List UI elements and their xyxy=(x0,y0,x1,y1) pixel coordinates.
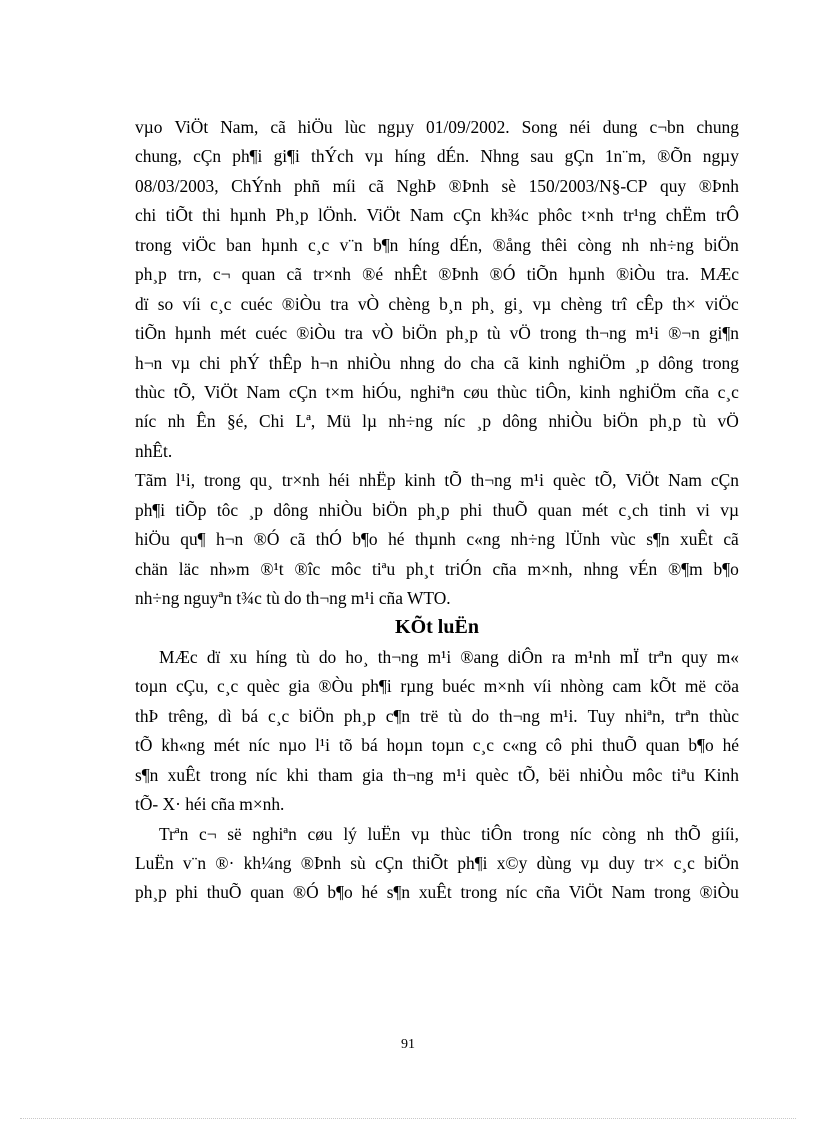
text-line: tÕ kh«ng mét níc nµo l¹i tõ bá hoµn toµn c¸c c«ng cô phi thuÕ quan b¶o hé xyxy=(135,735,739,756)
text-line: thÞ trêng, dì bá c¸c biÖn ph¸p c¶n trë tù do th¬ng m¹i. Tuy nhiªn, trªn thùc xyxy=(135,705,739,726)
text-line: chi tiÕt thi hµnh Ph¸p lÖnh. ViÖt Nam cÇn kh¾c phôc t×nh tr¹ng chËm trÔ xyxy=(135,205,739,226)
text-line: 08/03/2003, ChÝnh phñ míi cã NghÞ ®Þnh sè 150/2003/N§-CP quy ®Þnh xyxy=(135,175,739,196)
text-line: nh÷ng nguyªn t¾c tù do th¬ng m¹i cña WTO. xyxy=(135,588,451,608)
text-line: ph¸p trn, c¬ quan cã tr×nh ®é nhÊt ®Þnh ®Ó tiÕn hµnh ®iÒu tra. MÆc xyxy=(135,264,739,285)
text-line: tÕ- X· héi cña m×nh. xyxy=(135,794,285,815)
text-line: vµo ViÖt Nam, cã hiÖu lùc ngµy 01/09/2002. Song néi dung c¬bn chung xyxy=(135,117,739,137)
text-line: s¶n xuÊt trong níc khi tham gia th¬ng m¹i quèc tÕ, bëi nhiÒu môc tiªu Kinh xyxy=(135,764,739,785)
text-line: ph¶i tiÕp tôc ¸p dông nhiÒu biÖn ph¸p phi thuÕ quan mét c¸ch tinh vi vµ xyxy=(135,499,739,520)
text-line: MÆc dï xu híng tù do ho¸ th¬ng m¹i ®ang diÔn ra m¹nh mÏ trªn quy m« xyxy=(159,646,739,667)
section-heading: KÕt luËn xyxy=(395,616,479,639)
text-line: toµn cÇu, c¸c quèc gia ®Òu ph¶i rµng buéc m×nh víi nhòng cam kÕt më cöa xyxy=(135,676,739,697)
body-text xyxy=(135,113,739,908)
page-bottom-divider xyxy=(20,1118,796,1119)
text-line: níc nh Ên §é, Chi Lª, Mü lµ nh÷ng níc ¸p dông nhiÒu biÖn ph¸p tù vÖ xyxy=(135,411,739,432)
text-line: trong viÖc ban hµnh c¸c v¨n b¶n híng dÉn, ®ång thêi còng nh nh÷ng biÖn xyxy=(135,234,739,255)
paragraph-intro xyxy=(135,113,739,466)
text-line: Trªn c¬ së nghiªn cøu lý luËn vµ thùc tiÔn trong níc còng nh thÕ giíi, xyxy=(159,823,739,844)
paragraph-conclusion-1 xyxy=(135,643,739,820)
text-line: thùc tÕ, ViÖt Nam cÇn t×m hiÓu, nghiªn cøu thùc tiÔn, kinh nghiÖm cña c¸c xyxy=(135,381,739,402)
text-line: dï so víi c¸c cuéc ®iÒu tra vÒ chèng b¸n ph¸ gi¸ vµ chèng trî cÊp th× viÖc xyxy=(135,293,739,314)
text-line: LuËn v¨n ®· kh¼ng ®Þnh sù cÇn thiÕt ph¶i x©y dùng vµ duy tr× c¸c biÖn xyxy=(135,852,739,873)
text-line: ph¸p phi thuÕ quan ®Ó b¶o hé s¶n xuÊt trong níc cña ViÖt Nam trong ®iÒu xyxy=(135,882,739,903)
text-line: h¬n vµ chi phÝ thÊp h¬n nhiÒu nhng do cha cã kinh nghiÖm ¸p dông trong xyxy=(135,352,739,373)
page-number: 91 xyxy=(401,1037,415,1052)
text-line: hiÖu qu¶ h¬n ®Ó cã thÓ b¶o hé thµnh c«ng nh÷ng lÜnh vùc s¶n xuÊt cã xyxy=(135,529,739,550)
paragraph-summary xyxy=(135,466,739,613)
paragraph-conclusion-2 xyxy=(135,820,739,908)
text-line: tiÕn hµnh mét cuéc ®iÒu tra vÒ biÖn ph¸p tù vÖ trong th¬ng m¹i ®¬n gi¶n xyxy=(135,323,739,344)
text-line: chän läc nh»m ®¹t ®îc môc tiªu ph¸t triÓn cña m×nh, nhng vÉn ®¶m b¶o xyxy=(135,558,739,579)
text-line: chung, cÇn ph¶i gi¶i thÝch vµ híng dÉn. Nhng sau gÇn 1n¨m, ®Õn ngµy xyxy=(135,146,739,167)
text-line: Tãm l¹i, trong qu¸ tr×nh héi nhËp kinh tÕ th¬ng m¹i quèc tÕ, ViÖt Nam cÇn xyxy=(135,470,739,491)
text-line: nhÊt. xyxy=(135,440,173,461)
